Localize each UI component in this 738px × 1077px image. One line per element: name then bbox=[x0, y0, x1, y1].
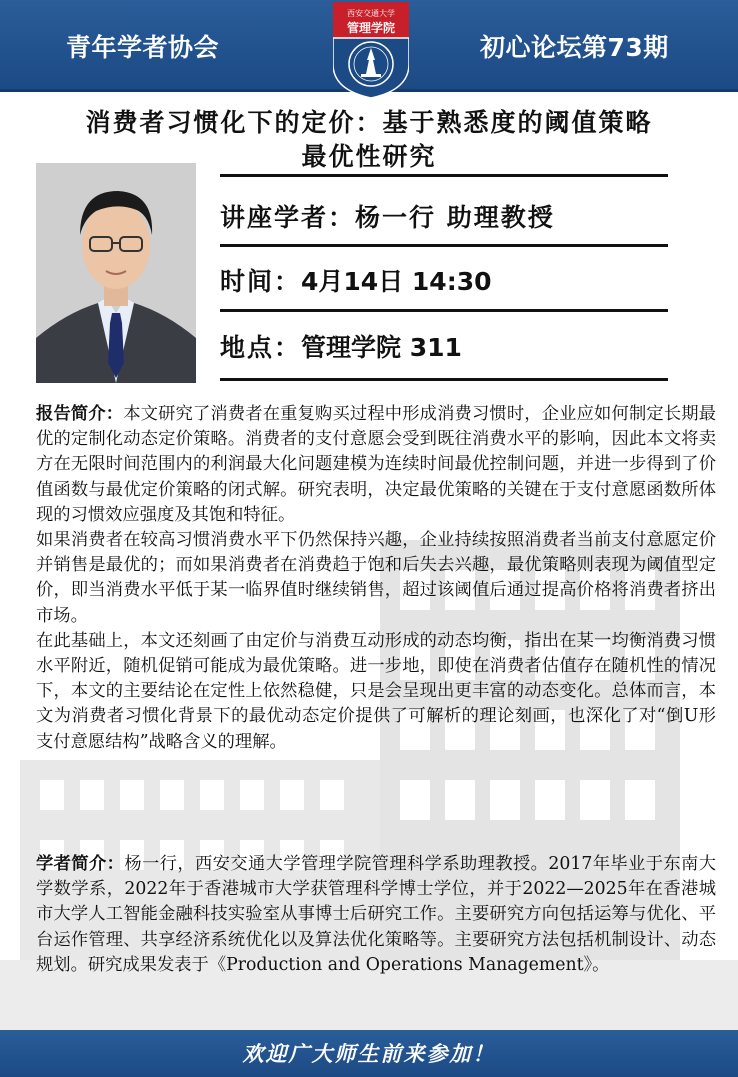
abstract-paragraph-3: 在此基础上，本文还刻画了由定价与消费互动形成的动态均衡，指出在某一均衡消费习惯水平附近，随机促销可能成为最优策略。进一步地，即使在消费者估值存在随机性的情况下，本文的主要结论在定性上依然稳健，只是会呈现出更丰富的动态变化。总体而言，本文为消费者习惯化背景下的最优动态定价提供了可解析的理论刻画，也深化了对“倒U形支付意愿结构”战略含义的理解。 bbox=[36, 630, 716, 752]
bio-paragraph bbox=[36, 852, 716, 978]
footer-banner bbox=[0, 1030, 738, 1077]
bio-text: 杨一行，西安交通大学管理学院管理科学系助理教授。2017年毕业于东南大学数学系，2022年于香港城市大学获管理科学博士学位，并于2022—2025年在香港城市大学人工智能金融科技实验室从事博士后研究工作。主要研究方向包括运筹与优化、平台运作管理、共享经济系统优化以及算法优化策略等。主要研究方法包括机制设计、动态规划。研究成果发表于《Production and Operations Management》。 bbox=[36, 854, 716, 975]
abstract-label: 报告简介： bbox=[36, 404, 124, 424]
abstract-text-1: 本文研究了消费者在重复购买过程中形成消费习惯时，企业应如何制定长期最优的定制化动态定价策略。消费者的支付意愿会受到既往消费水平的影响，因此本文将卖方在无限时间范围内的利润最大化问题建模为连续时间最优控制问题，并进一步得到了价值函数与最优定价策略的闭式解。研究表明，决定最优策略的关键在于支付意愿函数所体现的习惯效应强度及其饱和特征。 bbox=[36, 404, 716, 525]
place-label: 地点： bbox=[220, 333, 302, 362]
time-underline bbox=[220, 309, 668, 312]
place-value: 管理学院 311 bbox=[301, 333, 462, 362]
place-underline bbox=[220, 378, 668, 381]
forum-issue-title: 初心论坛第73期 bbox=[480, 33, 669, 62]
speaker-line bbox=[220, 198, 555, 234]
lecture-title-line1: 消费者习惯化下的定价：基于熟悉度的阈值策略 bbox=[85, 108, 653, 137]
school-logo bbox=[333, 2, 409, 98]
place-line bbox=[220, 328, 462, 364]
abstract-paragraph-2: 如果消费者在较高习惯消费水平下仍然保持兴趣，企业持续按照消费者当前支付意愿定价并销售是最优的；而如果消费者在消费趋于饱和后失去兴趣，最优策略则表现为阈值型定价，即当消费水平低于某一临界值时继续销售，超过该阈值后通过提高价格将消费者挤出市场。 bbox=[36, 530, 716, 626]
bio-section bbox=[36, 852, 716, 978]
speaker-photo bbox=[36, 163, 196, 383]
time-value: 4月14日 14:30 bbox=[301, 267, 492, 296]
speaker-underline bbox=[220, 244, 668, 247]
speaker-value: 杨一行 助理教授 bbox=[355, 203, 555, 232]
svg-text:管理学院: 管理学院 bbox=[346, 21, 396, 35]
abstract-section bbox=[36, 402, 716, 755]
abstract-paragraph-1 bbox=[36, 402, 716, 528]
time-label: 时间： bbox=[220, 267, 302, 296]
title-underline bbox=[220, 174, 668, 177]
association-title: 青年学者协会 bbox=[66, 33, 220, 62]
time-line bbox=[220, 262, 491, 298]
welcome-text: 欢迎广大师生前来参加！ bbox=[242, 1041, 496, 1066]
svg-text:西安交通大学: 西安交通大学 bbox=[347, 9, 395, 18]
speaker-label: 讲座学者： bbox=[220, 203, 356, 232]
bio-label: 学者简介： bbox=[36, 854, 125, 874]
lecture-title-line2: 最优性研究 bbox=[301, 142, 437, 171]
